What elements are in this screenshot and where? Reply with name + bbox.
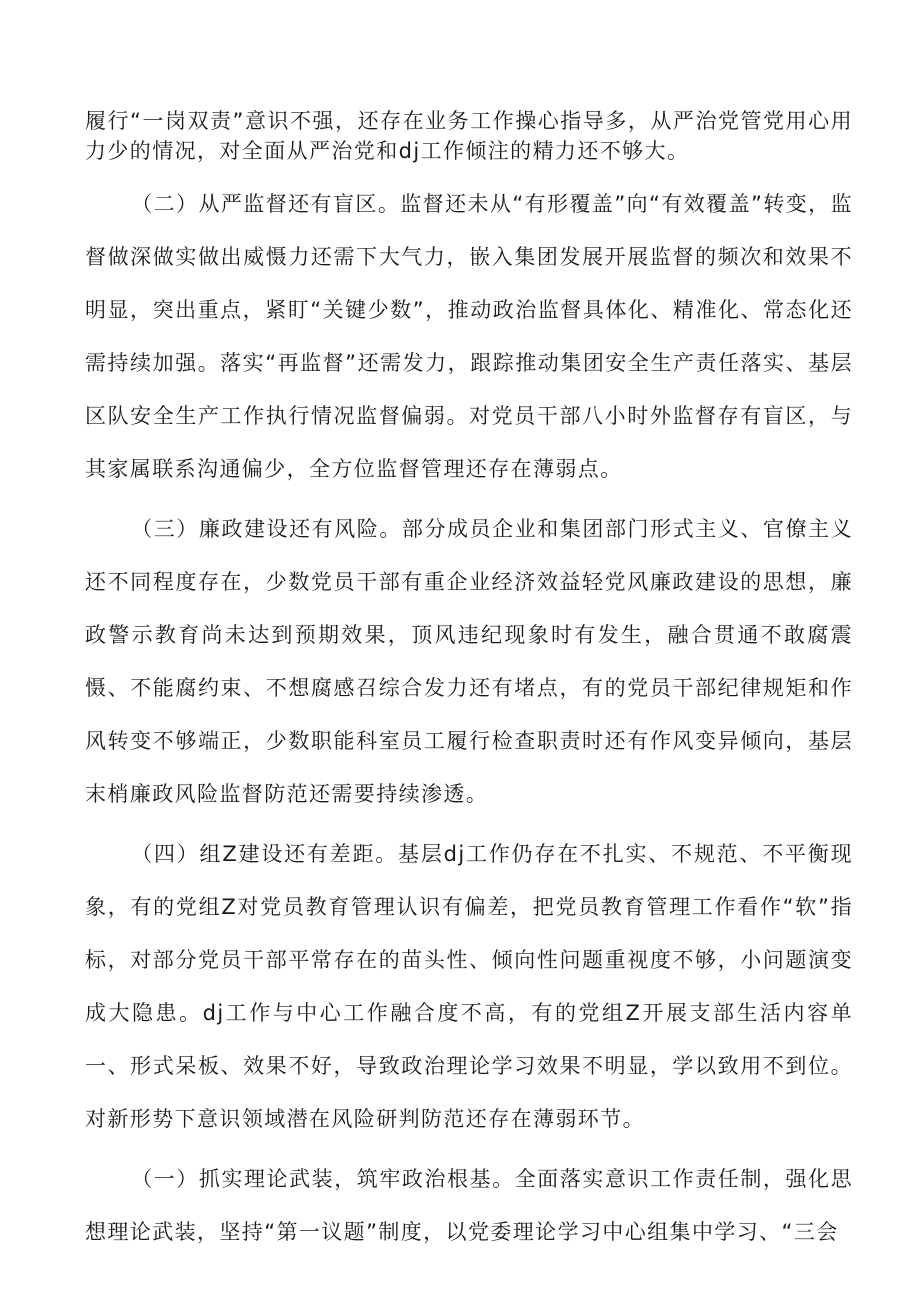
paragraph-organization-gaps: （四）组Z建设还有差距。基层dj工作仍存在不扎实、不规范、不平衡现象，有的党组Z对党员教育管理认识有偏差，把党员教育管理工作看作“软”指标，对部分党员干部平常存在的苗头性、倾向性问题重视度不够，小问题演变成大隐患。dj工作与中心工作融合度不高，有的党组Z开展支部生活内容单一、形式呆板、效果不好，导致政治理论学习效果不明显，学以致用不到位。对新形势下意识领域潜在风险研判防范还存在薄弱环节。 <box>85 842 853 1131</box>
paragraph-integrity-risks: （三）廉政建设还有风险。部分成员企业和集团部门形式主义、官僚主义还不同程度存在，少数党员干部有重企业经济效益轻党风廉政建设的思想，廉政警示教育尚未达到预期效果，顶风违纪现象时有发生，融合贯通不敢腐震慑、不能腐约束、不想腐感召综合发力还有堵点，有的党员干部纪律规矩和作风转变不够端正，少数职能科室员工履行检查职责时还有作风变异倾向，基层末梢廉政风险监督防范还需要持续渗透。 <box>85 517 853 806</box>
paragraph-theory-study: （一）抓实理论武装，筑牢政治根基。全面落实意识工作责任制，强化思想理论武装，坚持“第一议题”制度，以党委理论学习中心组集中学习、“三会 <box>85 1167 853 1244</box>
paragraph-supervision-blind-spots: （二）从严监督还有盲区。监督还未从“有形覆盖”向“有效覆盖”转变，监督做深做实做出威慑力还需下大气力，嵌入集团发展开展监督的频次和效果不明显，突出重点，紧盯“关键少数”，推动政治监督具体化、精准化、常态化还需持续加强。落实“再监督”还需发力，跟踪推动集团安全生产责任落实、基层区队安全生产工作执行情况监督偏弱。对党员干部八小时外监督存有盲区，与其家属联系沟通偏少，全方位监督管理还存在薄弱点。 <box>85 192 853 481</box>
paragraph-continuation: 履行“一岗双责”意识不强，还存在业务工作操心指导多，从严治党管党用心用力少的情况，对全面从严治党和dj工作倾注的精力还不够大。 <box>85 109 853 163</box>
document-body <box>85 106 853 1266</box>
